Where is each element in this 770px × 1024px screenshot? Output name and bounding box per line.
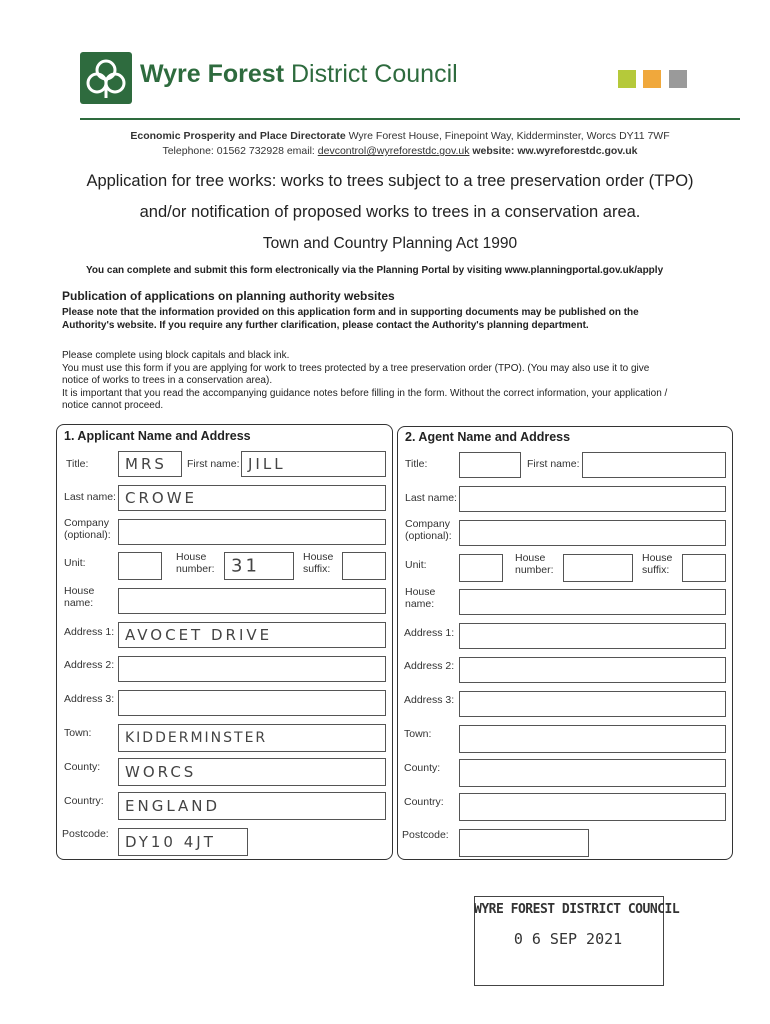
agent-address3-field[interactable]	[459, 691, 726, 717]
applicant-county-value: WORCS	[125, 763, 197, 781]
applicant-unit-field[interactable]	[118, 552, 162, 580]
applicant-town-field[interactable]	[118, 724, 386, 752]
agent-title-label: Title:	[405, 458, 428, 470]
agent-first-name-label: First name:	[527, 458, 580, 470]
applicant-first-name-field[interactable]	[241, 451, 386, 477]
applicant-country-value: ENGLAND	[125, 797, 221, 815]
agent-unit-label: Unit:	[405, 559, 427, 571]
agent-heading: 2. Agent Name and Address	[405, 430, 571, 444]
instructions-line5: notice cannot proceed.	[62, 400, 164, 411]
agent-town-field[interactable]	[459, 725, 726, 753]
agent-company-label-1: Company	[405, 518, 450, 530]
directorate-line	[60, 130, 740, 142]
applicant-house-number-field[interactable]	[224, 552, 294, 580]
agent-postcode-field[interactable]	[459, 829, 589, 857]
applicant-address1-label: Address 1:	[64, 626, 115, 638]
applicant-company-label	[64, 517, 111, 541]
telephone-text: Telephone: 01562 732928 email:	[162, 145, 318, 157]
stamp-organisation: WYRE FOREST DISTRICT COUNCIL	[474, 902, 680, 917]
directorate-name: Economic Prosperity and Place Directorate	[130, 130, 346, 142]
applicant-last-name-label: Last name:	[64, 491, 116, 503]
agent-house-name-label	[405, 586, 435, 610]
website-text: website: ww.wyreforestdc.gov.uk	[469, 145, 638, 157]
agent-company-field[interactable]	[459, 520, 726, 546]
agent-house-number-label-1: House	[515, 552, 546, 564]
applicant-last-name-field[interactable]	[118, 485, 386, 511]
stamp-date: 0 6 SEP 2021	[513, 930, 623, 948]
agent-address2-label: Address 2:	[404, 660, 455, 672]
agent-house-number-label	[515, 552, 554, 576]
directorate-address: Wyre Forest House, Finepoint Way, Kidderminster, Worcs DY11 7WF	[345, 130, 670, 142]
applicant-county-field[interactable]	[118, 758, 386, 786]
council-logo	[80, 52, 132, 104]
applicant-title-field[interactable]	[118, 451, 182, 477]
applicant-house-suffix-field[interactable]	[342, 552, 386, 580]
agent-last-name-label: Last name:	[405, 492, 457, 504]
agent-house-suffix-field[interactable]	[682, 554, 726, 582]
applicant-country-field[interactable]	[118, 792, 386, 820]
applicant-country-label: Country:	[64, 795, 104, 807]
trefoil-logo-icon	[80, 52, 132, 104]
brand-bold: Wyre Forest	[140, 60, 285, 88]
applicant-company-label-2: (optional):	[64, 529, 111, 541]
applicant-house-name-label-1: House	[64, 585, 95, 597]
applicant-house-name-label-2: name:	[64, 597, 94, 609]
agent-address1-label: Address 1:	[404, 627, 455, 639]
contact-line	[60, 145, 740, 157]
form-title-line2: and/or notification of proposed works to trees in a conservation area.	[139, 203, 641, 221]
applicant-house-number-label-1: House	[176, 551, 207, 563]
email-link[interactable]: devcontrol@wyreforestdc.gov.uk	[317, 145, 470, 157]
applicant-house-name-field[interactable]	[118, 588, 386, 614]
applicant-house-number-value: 31	[231, 555, 260, 577]
instructions-line1: Please complete using block capitals and black ink.	[62, 350, 290, 361]
agent-address1-field[interactable]	[459, 623, 726, 649]
applicant-address2-label: Address 2:	[64, 659, 115, 671]
agent-address2-field[interactable]	[459, 657, 726, 683]
agent-unit-field[interactable]	[459, 554, 503, 582]
agent-company-label-2: (optional):	[405, 530, 452, 542]
instructions-line2: You must use this form if you are applying for work to trees protected by a tree preservation order (TPO). (You may also use it to give	[62, 362, 650, 374]
instructions-line3: notice of works to trees in a conservation area).	[62, 375, 273, 386]
applicant-title-label: Title:	[66, 458, 89, 470]
agent-postcode-label: Postcode:	[402, 829, 449, 841]
agent-house-name-label-2: name:	[405, 598, 435, 610]
brand-square-green	[618, 70, 636, 88]
form-title-line1: Application for tree works: works to trees subject to a tree preservation order (TPO)	[86, 172, 694, 190]
header-rule	[80, 118, 740, 120]
applicant-address3-label: Address 3:	[64, 693, 115, 705]
agent-house-number-label-2: number:	[515, 564, 554, 576]
applicant-county-label: County:	[64, 761, 101, 773]
agent-house-suffix-label-1: House	[642, 552, 673, 564]
applicant-company-label-1: Company	[64, 517, 109, 529]
applicant-house-suffix-label-1: House	[303, 551, 334, 563]
applicant-town-label: Town:	[64, 727, 92, 739]
agent-county-label: County:	[404, 762, 441, 774]
applicant-postcode-label: Postcode:	[62, 828, 109, 840]
applicant-address1-field[interactable]	[118, 622, 386, 648]
applicant-address1-value: AVOCET DRIVE	[125, 626, 273, 644]
agent-county-field[interactable]	[459, 759, 726, 787]
brand-rest: District Council	[284, 60, 458, 88]
brand-square-orange	[643, 70, 661, 88]
applicant-company-field[interactable]	[118, 519, 386, 545]
agent-town-label: Town:	[404, 728, 432, 740]
applicant-first-name-label: First name:	[187, 458, 240, 470]
publication-line2: Authority's website. If you require any further clarification, please contact the Authority's planning department.	[62, 320, 589, 331]
publication-line1: Please note that the information provided on this application form and in supporting documents may be published on the	[62, 307, 639, 318]
applicant-unit-label: Unit:	[64, 557, 86, 569]
form-title-act: Town and Country Planning Act 1990	[262, 235, 518, 252]
applicant-postcode-value: DY10 4JT	[125, 833, 216, 851]
brand-square-grey	[669, 70, 687, 88]
applicant-address2-field[interactable]	[118, 656, 386, 682]
applicant-title-value: MRS	[125, 455, 167, 473]
applicant-heading: 1. Applicant Name and Address	[64, 429, 251, 443]
agent-company-label	[405, 518, 452, 542]
agent-house-suffix-label	[642, 552, 672, 576]
agent-house-suffix-label-2: suffix:	[642, 564, 670, 576]
agent-house-name-field[interactable]	[459, 589, 726, 615]
agent-house-number-field[interactable]	[563, 554, 633, 582]
applicant-postcode-field[interactable]	[118, 828, 248, 856]
agent-house-name-label-1: House	[405, 586, 436, 598]
applicant-house-number-label-2: number:	[176, 563, 215, 575]
instructions-line4: It is important that you read the accompanying guidance notes before filling in the form. Without the correct information, your application /	[62, 387, 668, 399]
agent-first-name-field[interactable]	[582, 452, 726, 478]
instructions	[62, 350, 742, 413]
agent-address3-label: Address 3:	[404, 694, 455, 706]
applicant-house-name-label	[64, 585, 94, 609]
applicant-last-name-value: CROWE	[125, 489, 198, 507]
applicant-first-name-value: JILL	[248, 455, 286, 473]
agent-country-label: Country:	[404, 796, 444, 808]
agent-country-field[interactable]	[459, 793, 726, 821]
applicant-address3-field[interactable]	[118, 690, 386, 716]
agent-title-field[interactable]	[459, 452, 521, 478]
publication-heading: Publication of applications on planning authority websites	[62, 289, 395, 303]
brand-name	[140, 60, 458, 89]
applicant-house-number-label	[176, 551, 215, 575]
applicant-house-suffix-label-2: suffix:	[303, 563, 331, 575]
planning-portal-note: You can complete and submit this form electronically via the Planning Portal by visiting www.planningportal.gov.uk/apply	[86, 265, 664, 276]
applicant-town-value: KIDDERMINSTER	[125, 730, 268, 746]
applicant-house-suffix-label	[303, 551, 333, 575]
agent-last-name-field[interactable]	[459, 486, 726, 512]
